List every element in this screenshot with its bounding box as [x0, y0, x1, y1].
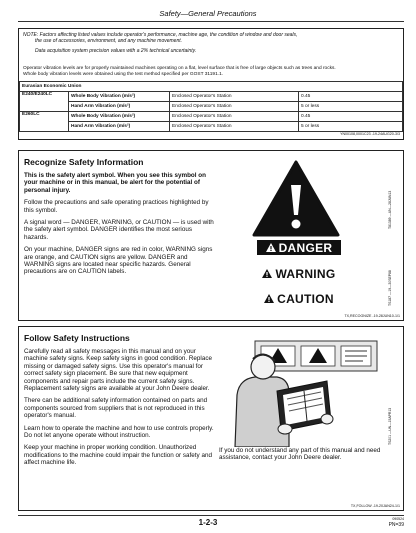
vibration-note: [23, 32, 401, 55]
figure-id-2: TS187 —19—30SEP88: [388, 270, 392, 306]
recognize-paragraph-3: On your machine, DANGER signs are red in color, WARNING signs are orange, and CAUTION signs are yellow. DANGER and WARNING signs are located near specific hazards. General precautions are on CAUTION labels.: [24, 246, 213, 276]
recognize-body: [24, 172, 216, 281]
recognize-title: Recognize Safety Information: [24, 157, 144, 167]
follow-body: [24, 348, 216, 472]
table-row: [20, 122, 403, 132]
footer-code: 090524: [392, 517, 404, 521]
danger-word: DANGER: [278, 240, 333, 255]
recognize-paragraph-1: Follow the precautions and safe operating practices highlighted by this symbol.: [24, 199, 209, 214]
value-cell: 0.45: [299, 112, 403, 122]
figure-id-1: T81389 —UN—28JUN13: [388, 190, 392, 229]
vibration-table: [19, 81, 403, 132]
caution-label: [257, 291, 341, 306]
recognize-intro: This is the safety alert symbol. When you see this symbol on your machine or in this manual, be alert for the potential of personal injury.: [24, 172, 206, 194]
vibration-section: [18, 28, 404, 140]
warning-label: [257, 266, 341, 281]
station-cell: Enclosed Operator's Station: [170, 102, 299, 112]
page-header-title: Safety—General Precautions: [159, 9, 257, 18]
measure-cell: Hand Arm Vibration (m/s²): [69, 102, 170, 112]
value-cell: 5 or less: [299, 122, 403, 132]
model-cell: E260LC: [20, 112, 69, 132]
alert-triangle-icon: [266, 243, 276, 252]
desc-line-2: Whole body vibration levels were obtained using the test method specified per GOST 31191.1.: [23, 72, 224, 77]
note-line-2: the use of accessories, environment, and any machine movement.: [35, 38, 183, 45]
note-line-3: Data acquisition system precision values with a 2% technical uncertainty.: [35, 48, 197, 55]
station-cell: Enclosed Operator's Station: [170, 112, 299, 122]
measure-cell: Whole Body Vibration (m/s²): [69, 92, 170, 102]
follow-ref-code: TX,FOLLOW -19-20JAN24-1/1: [350, 504, 400, 508]
measure-cell: Whole Body Vibration (m/s²): [69, 112, 170, 122]
model-cell: E240/E240LC: [20, 92, 69, 112]
union-label: Eurasian Economic Union: [20, 82, 403, 92]
recognize-section: [18, 150, 404, 321]
table-row: [20, 102, 403, 112]
alert-triangle-icon: [262, 269, 272, 278]
follow-paragraph-3: Learn how to operate the machine and how to use controls properly. Do not let anyone operate without instruction.: [24, 424, 214, 440]
warning-word: WARNING: [275, 266, 336, 281]
safety-alert-symbol-icon: [251, 159, 341, 239]
measure-cell: Hand Arm Vibration (m/s²): [69, 122, 170, 132]
follow-section: [18, 326, 404, 511]
recognize-paragraph-2: A signal word — DANGER, WARNING, or CAUTION — is used with the safety alert symbol. DANGER identifies the most serious hazards.: [24, 219, 214, 241]
danger-label: [257, 240, 341, 255]
header-rule: [18, 21, 404, 22]
page-number: 1-2-3: [198, 518, 218, 527]
follow-title: Follow Safety Instructions: [24, 333, 130, 343]
value-cell: 5 or less: [299, 102, 403, 112]
value-cell: 0.45: [299, 92, 403, 102]
follow-right-text: If you do not understand any part of this manual and need assistance, contact your John Deere dealer.: [219, 447, 381, 462]
table-row: [20, 92, 403, 102]
footer-pn: PN=39: [388, 522, 404, 528]
vibration-ref-code: YN00108,0001C23 -19-24AUG20-3/3: [340, 132, 400, 136]
figure-id-3: TS201 —UN—15APR13: [388, 407, 392, 445]
alert-triangle-icon: [264, 294, 274, 303]
follow-paragraph-1: Carefully read all safety messages in this manual and on your machine safety signs. Keep safety signs in good condition. Replace missing or damaged safety signs. Use this operator's manual for correct safety sign placement. Be sure that new equipment components and repair parts include the current safety signs. Replacement safety signs are available at your John Deere dealer.: [24, 348, 212, 393]
desc-line-1: Operator vibration levels are for properly maintained machines operating on a flat, level surface that is free of large objects such as trees and rocks.: [23, 66, 336, 71]
footer-rule: [18, 515, 404, 516]
station-cell: Enclosed Operator's Station: [170, 122, 299, 132]
vibration-description: [23, 66, 401, 78]
follow-paragraph-4: Keep your machine in proper working condition. Unauthorized modifications to the machine could impair the function or safety and affect machine life.: [24, 444, 212, 467]
note-line-1: NOTE: Factors affecting listed values include operator's performance, machine age, the condition of window and door seals,: [23, 32, 298, 38]
table-row: [20, 82, 403, 92]
table-row: [20, 112, 403, 122]
station-cell: Enclosed Operator's Station: [170, 92, 299, 102]
caution-word: CAUTION: [277, 291, 334, 306]
operator-reading-manual-illustration: [223, 335, 387, 447]
follow-paragraph-2: There can be additional safety information contained on parts and components sourced from suppliers that is not reproduced in this operator's manual.: [24, 397, 208, 420]
recognize-ref-code: TX,RECOGNIZE -19-28JUN10-1/1: [344, 314, 400, 318]
